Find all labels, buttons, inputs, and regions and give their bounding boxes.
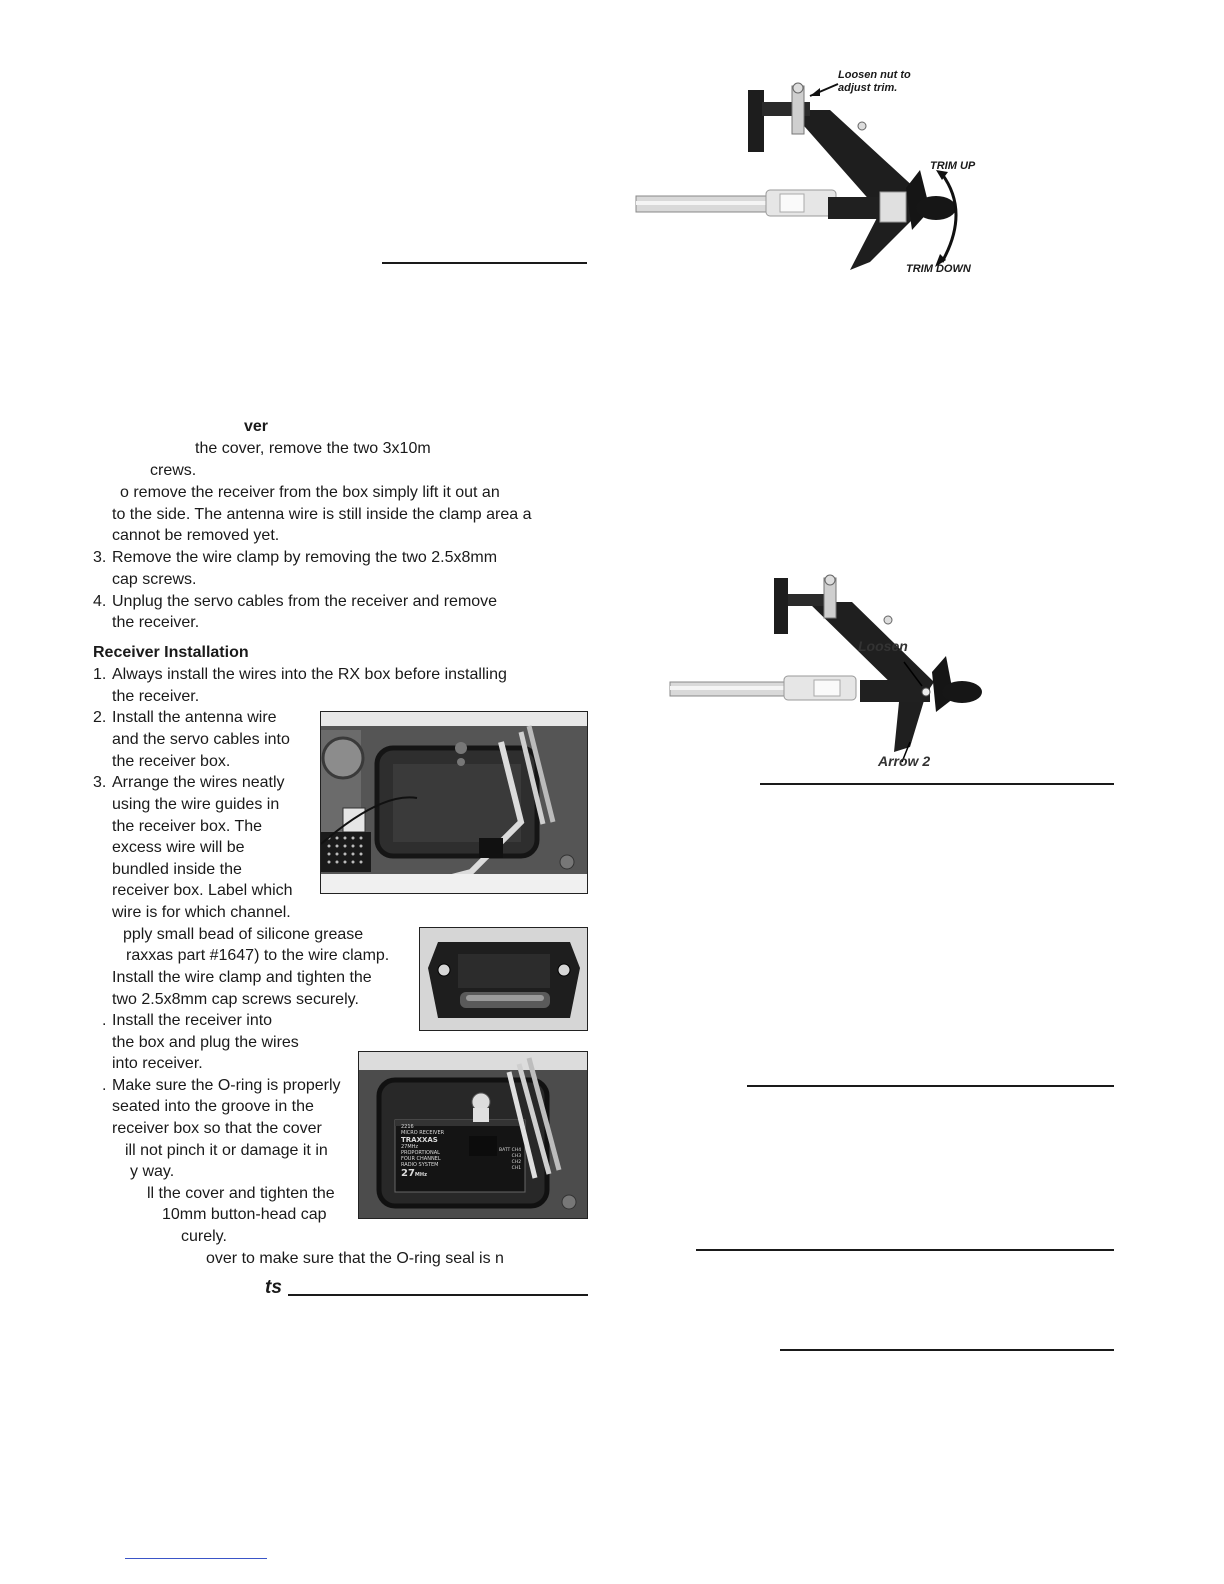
step-text: pply small bead of silicone grease bbox=[123, 926, 364, 943]
step-text: Remove the wire clamp by removing the two 2.5x8mm bbox=[112, 549, 498, 566]
label-trim-down: TRIM DOWN bbox=[906, 263, 971, 275]
body-text: o remove the receiver from the box simply lift it out an bbox=[120, 484, 500, 501]
step-text: Install the receiver into bbox=[112, 1012, 273, 1029]
section-heading: ver bbox=[244, 418, 269, 435]
step-text: Arrange the wires neatly bbox=[112, 774, 285, 791]
footer-link-underline bbox=[125, 1558, 267, 1559]
installation-heading: Receiver Installation bbox=[93, 644, 249, 661]
step-number: . bbox=[102, 1077, 107, 1094]
receiver-installed-illustration bbox=[359, 1052, 587, 1218]
step-text: Install the antenna wire bbox=[112, 709, 277, 726]
step-text: wire is for which channel. bbox=[112, 904, 291, 921]
step-text: Install the wire clamp and tighten the bbox=[112, 969, 372, 986]
step-text: two 2.5x8mm cap screws securely. bbox=[112, 991, 359, 1008]
step-text: into receiver. bbox=[112, 1055, 203, 1072]
step-text: curely. bbox=[181, 1228, 227, 1245]
step-text: receiver box so that the cover bbox=[112, 1120, 322, 1137]
receiver-box-wires-photo bbox=[320, 711, 588, 894]
step-number: 2. bbox=[93, 709, 107, 726]
step-text: excess wire will be bbox=[112, 839, 245, 856]
section-rule bbox=[696, 1249, 1114, 1251]
step-text: Unplug the servo cables from the receiver and remove bbox=[112, 593, 498, 610]
label-adjust-trim: adjust trim. bbox=[838, 82, 898, 94]
section-rule bbox=[760, 783, 1114, 785]
step-text: Make sure the O-ring is properly bbox=[112, 1077, 341, 1094]
channel-label: CH2 bbox=[511, 1160, 522, 1165]
section-rule bbox=[288, 1294, 588, 1296]
channel-label: CH1 bbox=[511, 1166, 522, 1171]
step-text: cap screws. bbox=[112, 571, 197, 588]
trim-adjust-figure bbox=[630, 62, 990, 287]
strut-illustration bbox=[664, 572, 994, 777]
step-text: 10mm button-head cap bbox=[162, 1206, 327, 1223]
label-loosen-nut: Loosen nut to bbox=[838, 69, 911, 81]
body-text: cannot be removed yet. bbox=[112, 527, 280, 544]
receiver-line: FOUR CHANNEL bbox=[401, 1156, 441, 1162]
step-number: 3. bbox=[93, 774, 107, 791]
step-text: the receiver. bbox=[112, 614, 200, 631]
step-number: 4. bbox=[93, 593, 107, 610]
step-number: . bbox=[102, 1012, 107, 1029]
wire-clamp-illustration bbox=[420, 928, 587, 1030]
step-text: the receiver. bbox=[112, 688, 200, 705]
wire-clamp-photo bbox=[419, 927, 588, 1031]
strut-figure bbox=[664, 572, 994, 777]
step-number: 1. bbox=[93, 666, 107, 683]
step-text: over to make sure that the O-ring seal is n bbox=[206, 1250, 504, 1267]
step-text: the receiver box. The bbox=[112, 818, 263, 835]
section-rule bbox=[780, 1349, 1114, 1351]
receiver-band-text: 27MHz bbox=[401, 1144, 419, 1150]
band-value: 27 bbox=[401, 1168, 415, 1179]
label-trim-up: TRIM UP bbox=[930, 160, 976, 172]
step-text: using the wire guides in bbox=[112, 796, 280, 813]
receiver-label-text bbox=[401, 1124, 444, 1181]
body-text: crews. bbox=[150, 462, 197, 479]
trim-diagram-illustration bbox=[630, 62, 990, 287]
receiver-brand: TRAXXAS bbox=[401, 1136, 438, 1144]
step-text: raxxas part #1647) to the wire clamp. bbox=[126, 947, 390, 964]
band-unit: MHz bbox=[414, 1172, 427, 1178]
body-text: to the side. The antenna wire is still inside the clamp area a bbox=[112, 506, 532, 523]
step-text: ll the cover and tighten the bbox=[147, 1185, 335, 1202]
receiver-channel-labels bbox=[499, 1148, 521, 1172]
step-text: the receiver box. bbox=[112, 753, 231, 770]
receiver-band-number bbox=[401, 1168, 444, 1181]
label-arrow-2: Arrow 2 bbox=[878, 753, 931, 769]
receiver-line: PROPORTIONAL bbox=[401, 1150, 440, 1156]
section-rule bbox=[382, 262, 587, 264]
step-text: seated into the groove in the bbox=[112, 1098, 314, 1115]
receiver-type: MICRO RECEIVER bbox=[401, 1130, 445, 1136]
label-loosen: Loosen bbox=[858, 638, 908, 654]
channel-label: BATT CH4 bbox=[499, 1148, 522, 1153]
channel-label: CH3 bbox=[511, 1154, 522, 1159]
step-text: y way. bbox=[130, 1163, 175, 1180]
step-number: 3. bbox=[93, 549, 107, 566]
step-text: and the servo cables into bbox=[112, 731, 290, 748]
next-section-heading: ts bbox=[265, 1277, 282, 1298]
step-text: ill not pinch it or damage it in bbox=[125, 1142, 328, 1159]
receiver-line: RADIO SYSTEM bbox=[401, 1162, 439, 1168]
receiver-installed-photo bbox=[358, 1051, 588, 1219]
section-rule bbox=[747, 1085, 1114, 1087]
receiver-box-photo-illustration bbox=[321, 712, 587, 893]
step-text: receiver box. Label which bbox=[112, 882, 293, 899]
step-text: Always install the wires into the RX box before installing bbox=[112, 666, 507, 683]
receiver-model: 2216 bbox=[401, 1124, 414, 1130]
body-text: the cover, remove the two 3x10m bbox=[195, 440, 431, 457]
step-text: bundled inside the bbox=[112, 861, 242, 878]
step-text: the box and plug the wires bbox=[112, 1034, 299, 1051]
